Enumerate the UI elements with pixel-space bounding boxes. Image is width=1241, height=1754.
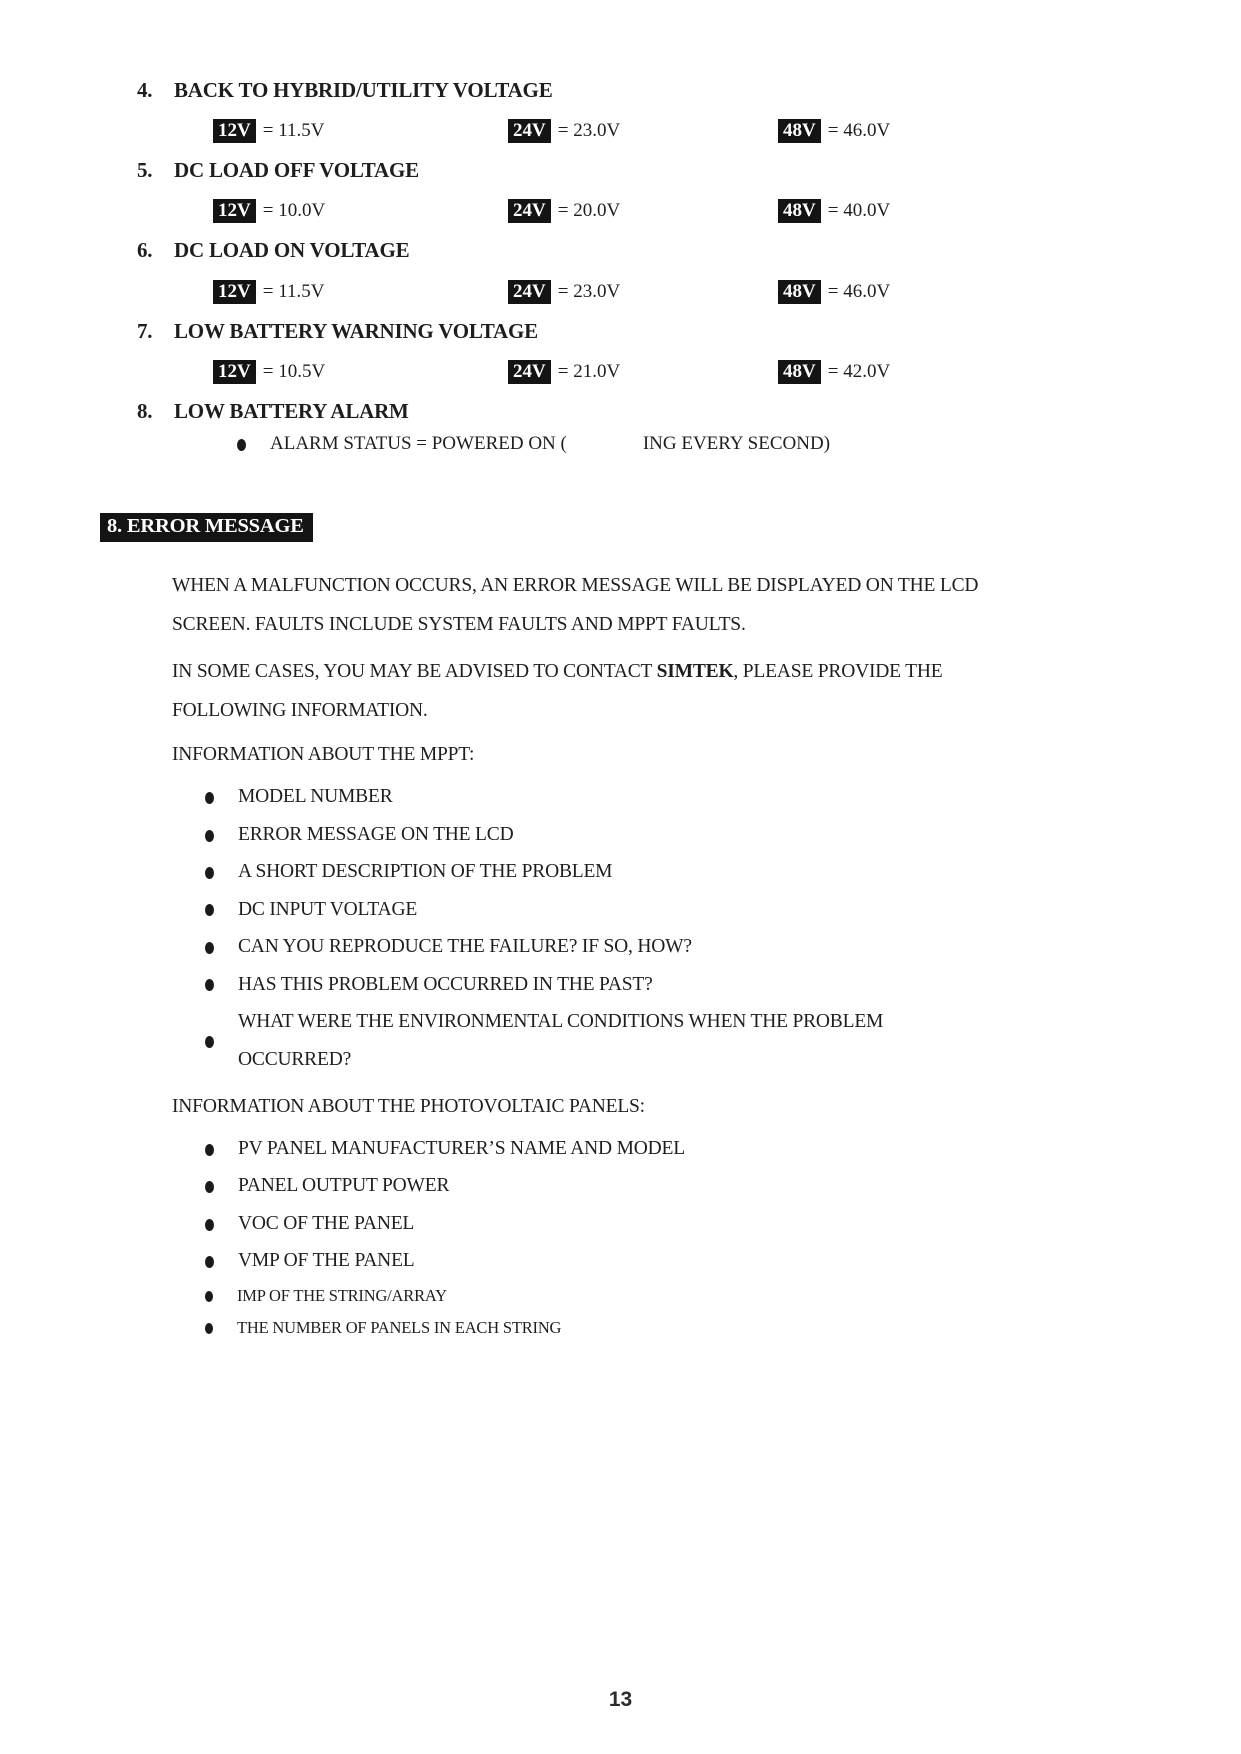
alarm-status-item	[237, 430, 1151, 459]
voltage-value: = 23.0V	[557, 120, 621, 142]
mppt-info-list	[205, 778, 1151, 1078]
voltage-value: = 10.5V	[262, 360, 326, 382]
bullet-icon	[205, 1144, 214, 1156]
voltage-cell-48v	[778, 360, 890, 384]
voltage-value: = 40.0V	[827, 200, 891, 222]
voltage-row	[213, 360, 1151, 384]
section-number: 4.	[137, 78, 153, 102]
section-dc-load-off-voltage	[137, 158, 1151, 223]
voltage-value: = 46.0V	[827, 120, 891, 142]
voltage-value: = 11.5V	[262, 280, 325, 302]
list-item: MODEL NUMBER	[205, 778, 1151, 815]
voltage-value: = 10.0V	[262, 200, 326, 222]
list-item: HAS THIS PROBLEM OCCURRED IN THE PAST?	[205, 966, 1151, 1003]
page-number: 13	[608, 1688, 633, 1711]
voltage-cell-48v	[778, 119, 890, 143]
section-back-to-hybrid-voltage	[137, 78, 1151, 143]
voltage-value: = 42.0V	[827, 360, 891, 382]
voltage-badge-24v: 24V	[508, 280, 551, 304]
voltage-badge-12v: 12V	[213, 360, 256, 384]
paragraph-text: , PLEASE PROVIDE THE FOLLOWING INFORMATION.	[172, 661, 943, 722]
voltage-cell-48v	[778, 199, 890, 223]
voltage-badge-48v: 48V	[778, 360, 821, 384]
bullet-icon	[205, 867, 214, 879]
voltage-row	[213, 119, 1151, 143]
bullet-icon	[205, 1036, 214, 1048]
error-paragraph-2	[172, 652, 1052, 730]
section-heading	[137, 399, 1151, 424]
section-title: LOW BATTERY ALARM	[174, 398, 409, 423]
voltage-cell-24v	[508, 280, 778, 304]
section-title: LOW BATTERY WARNING VOLTAGE	[174, 318, 538, 343]
voltage-badge-24v: 24V	[508, 360, 551, 384]
bullet-icon	[205, 1181, 214, 1193]
list-item: WHAT WERE THE ENVIRONMENTAL CONDITIONS WHEN THE PROBLEM OCCURRED?	[205, 1003, 1151, 1078]
bullet-icon	[205, 830, 214, 842]
list-item: A SHORT DESCRIPTION OF THE PROBLEM	[205, 853, 1151, 890]
voltage-badge-12v: 12V	[213, 199, 256, 223]
list-item: CAN YOU REPRODUCE THE FAILURE? IF SO, HOW?	[205, 928, 1151, 965]
list-item: THE NUMBER OF PANELS IN EACH STRING	[205, 1312, 1151, 1344]
section-title: BACK TO HYBRID/UTILITY VOLTAGE	[174, 78, 553, 102]
voltage-badge-48v: 48V	[778, 119, 821, 143]
voltage-cell-24v	[508, 119, 778, 143]
bullet-icon	[237, 439, 246, 451]
alarm-status-text: ALARM STATUS = POWERED ON ( ING EVERY SECOND)	[270, 432, 831, 454]
pv-info-heading: INFORMATION ABOUT THE PHOTOVOLTAIC PANELS:	[172, 1095, 645, 1117]
section-title: DC LOAD OFF VOLTAGE	[174, 158, 419, 183]
voltage-cell-48v	[778, 280, 890, 304]
bullet-icon	[205, 1291, 213, 1302]
brand-name: SIMTEK	[656, 661, 734, 683]
bullet-icon	[205, 1256, 214, 1268]
list-item: IMP OF THE STRING/ARRAY	[205, 1280, 1151, 1312]
list-item: VOC OF THE PANEL	[205, 1205, 1151, 1242]
bullet-icon	[205, 1219, 214, 1231]
section-dc-load-on-voltage	[137, 238, 1151, 303]
pv-info-list	[205, 1130, 1151, 1344]
bullet-icon	[205, 979, 214, 991]
voltage-cell-24v	[508, 360, 778, 384]
bullet-icon	[205, 942, 214, 954]
list-item: PANEL OUTPUT POWER	[205, 1167, 1151, 1204]
voltage-value: = 21.0V	[557, 360, 621, 382]
list-item: ERROR MESSAGE ON THE LCD	[205, 816, 1151, 853]
error-paragraph-1: WHEN A MALFUNCTION OCCURS, AN ERROR MESSAGE WILL BE DISPLAYED ON THE LCD SCREEN. FAULTS INCLUDE SYSTEM FAULTS AND MPPT FAULTS.	[172, 575, 979, 636]
voltage-badge-24v: 24V	[508, 199, 551, 223]
section-heading	[137, 158, 1151, 183]
voltage-badge-48v: 48V	[778, 199, 821, 223]
section-number: 5.	[137, 158, 153, 183]
bullet-icon	[205, 792, 214, 804]
section-heading	[137, 78, 1151, 103]
voltage-badge-12v: 12V	[213, 119, 256, 143]
error-message-section-header: 8. ERROR MESSAGE	[100, 513, 313, 542]
voltage-row	[213, 280, 1151, 304]
voltage-cell-12v	[213, 360, 508, 384]
section-title: DC LOAD ON VOLTAGE	[174, 238, 410, 263]
list-item: PV PANEL MANUFACTURER’S NAME AND MODEL	[205, 1130, 1151, 1167]
voltage-badge-24v: 24V	[508, 119, 551, 143]
voltage-cell-12v	[213, 280, 508, 304]
voltage-row	[213, 199, 1151, 223]
section-low-battery-alarm	[137, 399, 1151, 459]
section-low-battery-warning-voltage	[137, 319, 1151, 384]
voltage-value: = 23.0V	[557, 280, 621, 302]
section-number: 7.	[137, 318, 153, 343]
voltage-cell-24v	[508, 199, 778, 223]
voltage-cell-12v	[213, 199, 508, 223]
list-item: DC INPUT VOLTAGE	[205, 891, 1151, 928]
voltage-value: = 20.0V	[557, 200, 621, 222]
section-number: 8.	[137, 398, 153, 423]
paragraph-text: IN SOME CASES, YOU MAY BE ADVISED TO CONTACT	[172, 661, 657, 683]
list-item: VMP OF THE PANEL	[205, 1242, 1151, 1279]
section-number: 6.	[137, 238, 153, 263]
voltage-value: = 46.0V	[827, 280, 891, 302]
voltage-badge-48v: 48V	[778, 280, 821, 304]
section-heading	[137, 319, 1151, 344]
bullet-icon	[205, 904, 214, 916]
mppt-info-heading: INFORMATION ABOUT THE MPPT:	[172, 744, 475, 766]
bullet-icon	[205, 1323, 213, 1334]
section-heading	[137, 238, 1151, 263]
voltage-badge-12v: 12V	[213, 280, 256, 304]
voltage-cell-12v	[213, 119, 508, 143]
voltage-value: = 11.5V	[262, 120, 325, 142]
